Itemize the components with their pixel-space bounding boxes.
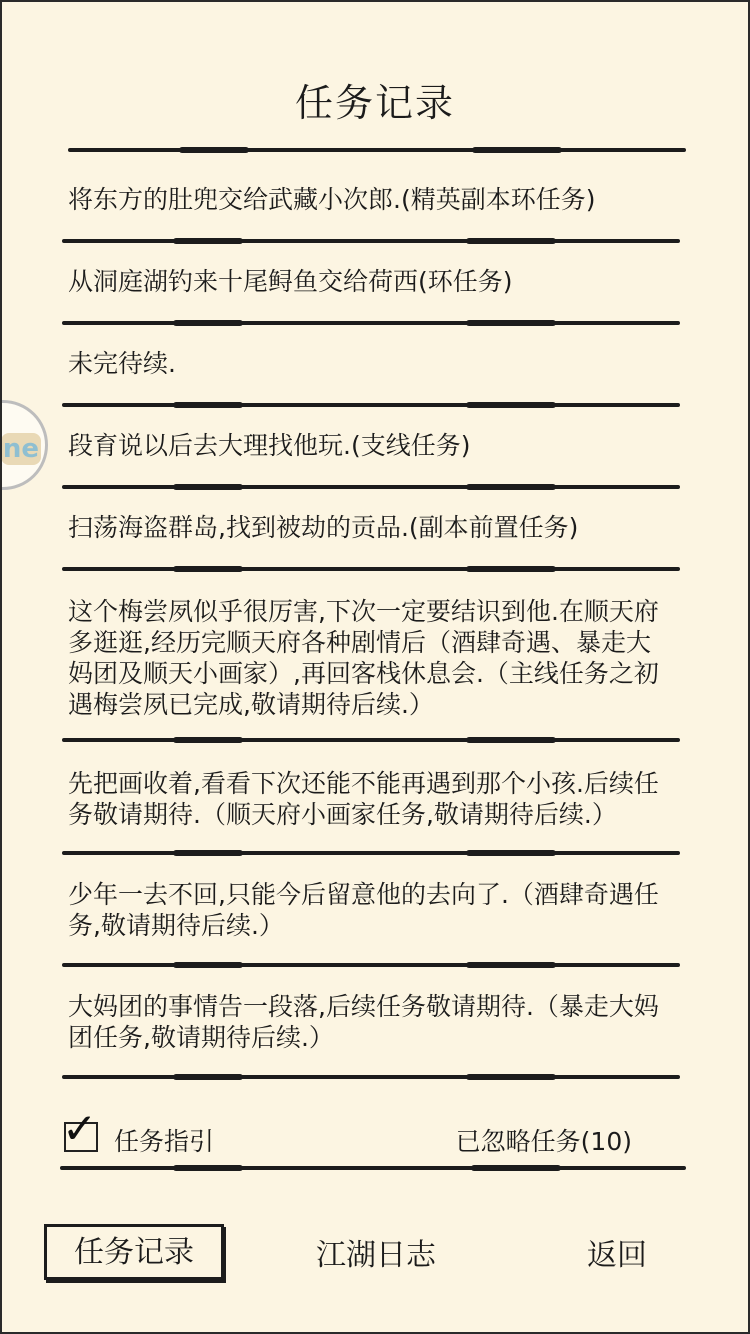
- tab-quest-records[interactable]: 任务记录: [44, 1224, 224, 1280]
- quest-entry[interactable]: 将东方的肚兜交给武藏小次郎.(精英副本环任务): [68, 185, 596, 214]
- floating-assist-button[interactable]: [0, 400, 48, 490]
- quest-guide-label[interactable]: 任务指引: [114, 1127, 215, 1156]
- divider: [62, 963, 680, 967]
- divider: [62, 485, 680, 489]
- quest-entry[interactable]: 少年一去不回,只能今后留意他的去向了.（酒肆奇遇任务,敬请期待后续.）: [68, 880, 659, 940]
- quest-entry[interactable]: 这个梅尝夙似乎很厉害,下次一定要结识到他.在顺天府多逛逛,经历完顺天府各种剧情后（酒肆奇遇、暴走大妈团及顺天小画家）,再回客栈休息会.（主线任务之初遇梅尝夙已完成,敬请期待后续.）: [68, 597, 659, 719]
- ignored-quests-button[interactable]: 已忽略任务(10): [455, 1127, 632, 1156]
- app-logo-icon: ne: [2, 434, 40, 464]
- divider: [62, 403, 680, 407]
- divider: [62, 1075, 680, 1079]
- quest-entry[interactable]: 从洞庭湖钓来十尾鲟鱼交给荷西(环任务): [68, 267, 513, 296]
- tab-jianghu-journal[interactable]: 江湖日志: [316, 1238, 436, 1273]
- divider: [62, 851, 680, 855]
- divider: [62, 567, 680, 571]
- quest-entry[interactable]: 先把画收着,看看下次还能不能再遇到那个小孩.后续任务敬请期待.（顺天府小画家任务,敬请期待后续.）: [68, 769, 659, 829]
- checkmark-icon: ✓: [62, 1104, 98, 1153]
- quest-entry[interactable]: 未完待续.: [68, 349, 176, 378]
- divider: [62, 738, 680, 742]
- quest-entry[interactable]: 段育说以后去大理找他玩.(支线任务): [68, 431, 471, 460]
- divider: [60, 1166, 686, 1170]
- back-button[interactable]: 返回: [587, 1238, 647, 1273]
- divider: [62, 321, 680, 325]
- divider: [68, 148, 686, 152]
- quest-entry[interactable]: 大妈团的事情告一段落,后续任务敬请期待.（暴走大妈团任务,敬请期待后续.）: [68, 992, 659, 1052]
- divider: [62, 239, 680, 243]
- quest-entry[interactable]: 扫荡海盗群岛,找到被劫的贡品.(副本前置任务): [68, 513, 579, 542]
- page-title: 任务记录: [294, 81, 455, 125]
